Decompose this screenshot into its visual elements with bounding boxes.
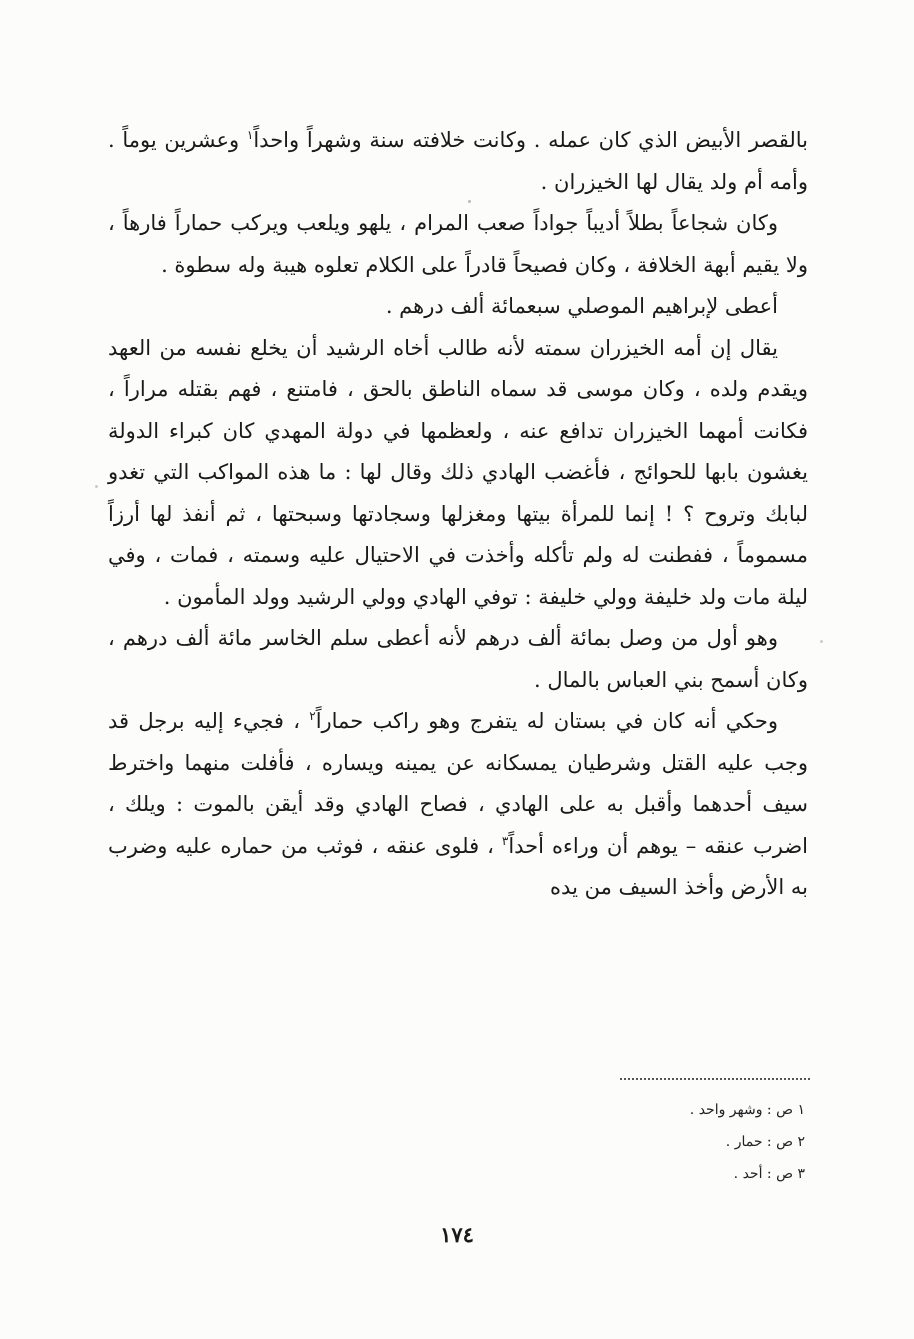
- footnote-1: ١ ص : وشهر واحد .: [689, 1102, 805, 1118]
- paragraph-1: بالقصر الأبيض الذي كان عمله . وكانت خلافته سنة وشهراً واحداً$^١$ وعشرين يوماً . وأمه أم ولد يقال لها الخيزران .: [108, 128, 808, 194]
- paragraph-4: يقال إن أمه الخيزران سمته لأنه طالب أخاه الرشيد أن يخلع نفسه من العهد ويقدم ولده ، وكان موسى قد سماه الناطق بالحق ، فامتنع ، فهم بقتله مراراً ، فكانت أمهما الخيزران تدافع عنه ، ولعظمها في دولة المهدي كان كبراء الدولة يغشون بابها للحوائج ، فأغضب الهادي ذلك وقال لها : ما هذه المواكب التي تغدو لبابك وتروح ؟ ! إنما للمرأة بيتها ومغزلها وسجادتها وسبحتها ، ثم أنفذ لها أرزاً مسموماً ، ففطنت له ولم تأكله وأخذت في الاحتيال عليه وسمته ، فمات ، وفي ليلة مات ولد خليفة وولي خليفة : توفي الهادي وولي الرشيد وولد المأمون .: [108, 335, 808, 609]
- footnote-mark-3: ٣: [501, 833, 509, 848]
- paragraph-6: وحكي أنه كان في بستان له يتفرج وهو راكب حماراً$^٢$ ، فجيء إليه برجل قد وجب عليه القتل وشرطيان يمسكانه عن يمينه ويساره ، فأفلت منهما واخترط سيف أحدهما وأقبل به على الهادي ، فصاح الهادي وقد أيقن بالموت : ويلك ، اضرب عنقه – يوهم أن وراءه أحداً$^٣$ ، فلوى عنقه ، فوثب من حماره عليه وضرب به الأرض وأخذ السيف من يده: [108, 709, 808, 899]
- footnote-mark-1: ١: [246, 128, 254, 142]
- footnote-divider: [620, 1078, 810, 1080]
- main-text: [108, 120, 808, 909]
- paragraph-2: وكان شجاعاً بطلاً أديباً جواداً صعب المرام ، يلهو ويلعب ويركب حماراً فارهاً ، ولا يقيم أبهة الخلافة ، وكان فصيحاً قادراً على الكلام تعلوه هيبة وله سطوة .: [108, 211, 808, 277]
- page-number: ١٧٤: [440, 1222, 474, 1247]
- paragraph-3: أعطى لإبراهيم الموصلي سبعمائة ألف درهم .: [385, 294, 778, 318]
- paper-speck: [95, 485, 98, 488]
- paper-speck: [468, 200, 471, 203]
- paragraph-5: وهو أول من وصل بمائة ألف درهم لأنه أعطى سلم الخاسر مائة ألف درهم ، وكان أسمح بني العباس بالمال .: [108, 626, 808, 692]
- footnote-2: ٢ ص : حمار .: [725, 1134, 805, 1150]
- footnote-3: ٣ ص : أحد .: [733, 1166, 805, 1182]
- footnotes: [500, 1094, 805, 1190]
- paper-speck: [820, 640, 823, 643]
- footnote-mark-2: ٢: [309, 709, 316, 723]
